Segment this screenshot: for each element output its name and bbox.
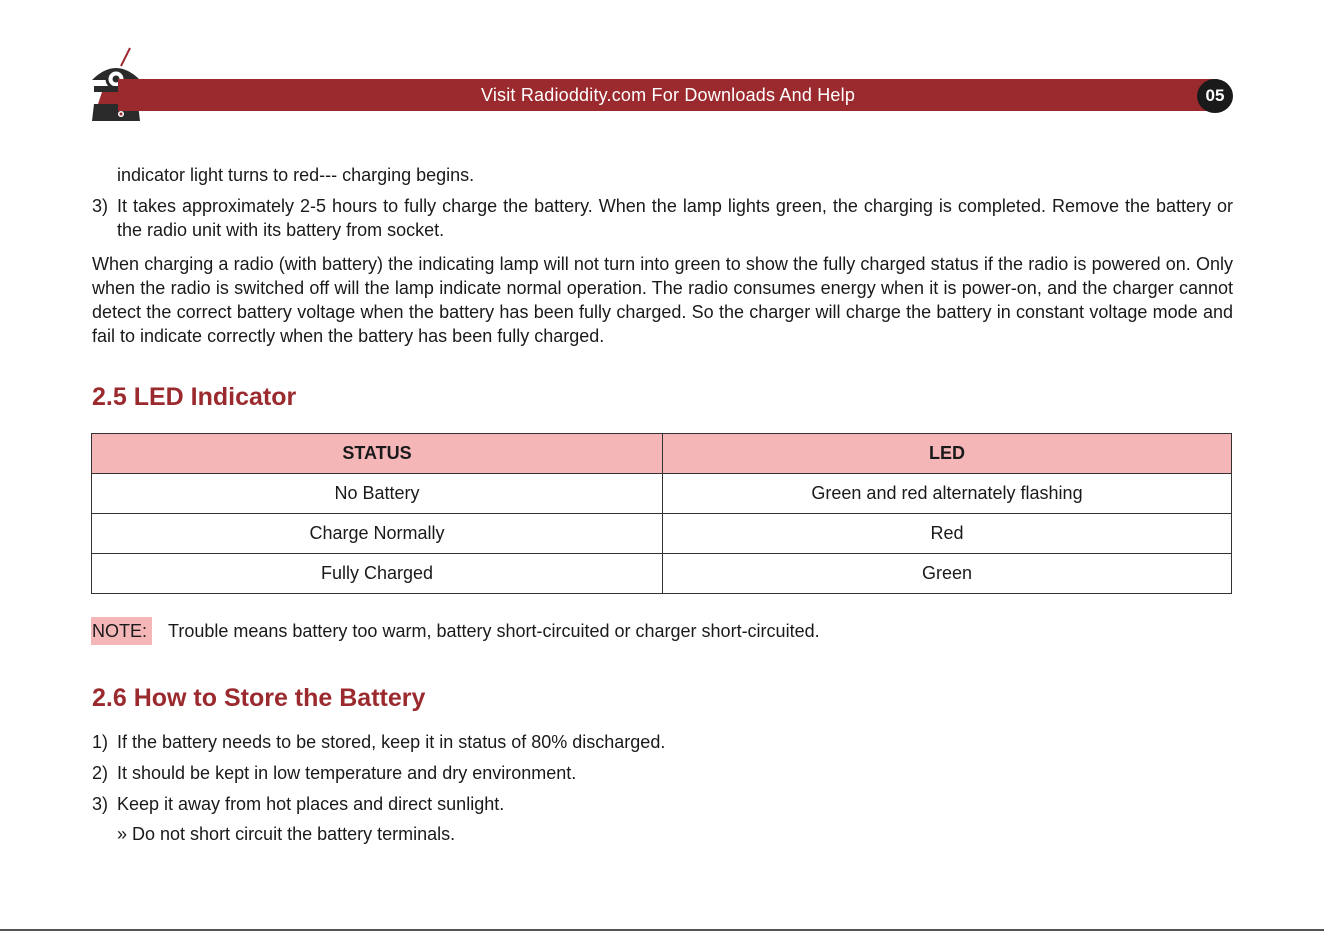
note-label: NOTE: bbox=[91, 617, 152, 645]
list-item-number: 2) bbox=[92, 763, 109, 783]
table-row bbox=[92, 514, 1232, 554]
intro-item-text: It takes approximately 2-5 hours to fully charge the battery. When the lamp lights green, the charging is completed. Remove the battery or the radio unit with its battery from socket. bbox=[117, 196, 1233, 240]
note-text: Trouble means battery too warm, battery short-circuited or charger short-circuited. bbox=[168, 621, 820, 641]
intro-paragraph: When charging a radio (with battery) the indicating lamp will not turn into green to show the fully charged status if the radio is powered on. Only when the radio is switched off will the lamp indicate normal operation. The radio consumes energy when it is power-on, and the charger cannot detect the correct battery voltage when the battery has been fully charged. So the charger will charge the battery in constant voltage mode and fail to indicate correctly when the battery has been fully charged. bbox=[92, 254, 1233, 346]
header-banner-text: Visit Radioddity.com For Downloads And Help bbox=[480, 85, 856, 105]
list-item-number: 3) bbox=[92, 794, 109, 814]
table-cell-status: Fully Charged bbox=[92, 554, 663, 594]
table-cell-led: Red bbox=[663, 514, 1232, 554]
intro-item-number: 3) bbox=[92, 196, 109, 216]
list-item: Keep it away from hot places and direct sunlight. bbox=[117, 794, 505, 814]
table-cell-status: No Battery bbox=[92, 474, 663, 514]
table-header-led: LED bbox=[663, 434, 1232, 474]
table-header-row bbox=[92, 434, 1232, 474]
header-banner bbox=[118, 79, 1218, 111]
table-header-status: STATUS bbox=[92, 434, 663, 474]
table-cell-status: Charge Normally bbox=[92, 514, 663, 554]
led-indicator-table bbox=[91, 433, 1232, 594]
sub-list-item: » Do not short circuit the battery terminals. bbox=[117, 824, 456, 844]
table-row bbox=[92, 474, 1232, 514]
page-number-badge: 05 bbox=[1197, 79, 1233, 113]
table-row bbox=[92, 554, 1232, 594]
list-item: If the battery needs to be stored, keep it in status of 80% discharged. bbox=[117, 732, 666, 752]
table-cell-led: Green bbox=[663, 554, 1232, 594]
bottom-divider bbox=[0, 929, 1324, 931]
list-item: It should be kept in low temperature and dry environment. bbox=[117, 763, 577, 783]
table-cell-led: Green and red alternately flashing bbox=[663, 474, 1232, 514]
section-title-store: 2.6 How to Store the Battery bbox=[92, 684, 426, 712]
list-item-number: 1) bbox=[92, 732, 109, 752]
intro-continuation: indicator light turns to red--- charging begins. bbox=[117, 165, 475, 185]
section-title-led: 2.5 LED Indicator bbox=[92, 383, 297, 411]
